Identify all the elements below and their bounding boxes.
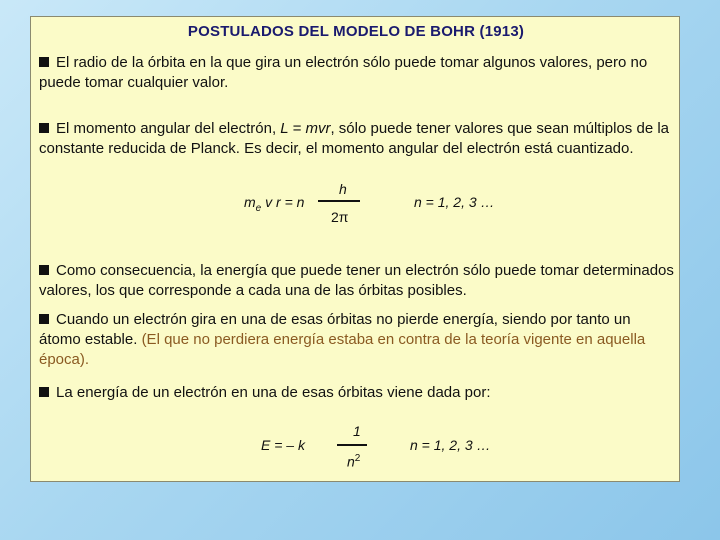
postulate-5	[39, 383, 675, 403]
eq2-fraction-line	[337, 444, 367, 446]
eq2-den-exponent: 2	[354, 453, 361, 464]
eq1-condition: n = 1, 2, 3 …	[414, 194, 495, 210]
postulate-2-pre: El momento angular del electrón,	[56, 120, 281, 137]
angular-momentum-formula: L = mvr	[280, 120, 331, 137]
postulate-1	[39, 53, 675, 93]
eq1-m: m	[244, 194, 256, 210]
square-bullet-icon	[39, 265, 49, 275]
eq2-den-base: n	[347, 453, 355, 470]
eq1-subscript: e	[255, 202, 262, 214]
postulate-4	[39, 310, 675, 370]
postulates-panel	[30, 16, 680, 482]
eq1-numerator: h	[339, 181, 347, 197]
eq1-rest: v r = n	[261, 194, 305, 210]
postulate-4-note: (El que no perdiera energía estaba en contra de la teoría vigente en aquella época).	[39, 331, 646, 368]
postulate-2	[39, 119, 675, 159]
postulate-5-text: La energía de un electrón en una de esas órbitas viene dada por:	[56, 384, 491, 401]
eq2-denominator	[347, 453, 360, 470]
square-bullet-icon	[39, 123, 49, 133]
postulate-1-text: El radio de la órbita en la que gira un electrón sólo puede tomar algunos valores, pero no puede tomar cualquier valor.	[39, 54, 648, 91]
square-bullet-icon	[39, 314, 49, 324]
page-title: POSTULADOS DEL MODELO DE BOHR (1913)	[187, 23, 525, 40]
eq2-condition: n = 1, 2, 3 …	[410, 437, 491, 453]
postulate-3-text: Como consecuencia, la energía que puede tener un electrón sólo puede tomar determinados valores, los que corresponde a cada una de las órbitas posibles.	[39, 262, 674, 299]
postulate-2-post: , sólo puede tener valores que sean múltiplos de la constante reducida de Planck. Es decir, el momento angular del electrón está cuantizado.	[39, 120, 670, 157]
eq2-numerator: 1	[353, 423, 361, 439]
eq1-fraction-line	[318, 200, 360, 202]
eq1-lhs	[244, 194, 304, 214]
square-bullet-icon	[39, 57, 49, 67]
postulate-4-text: Cuando un electrón gira en una de esas órbitas no pierde energía, siendo por tanto un átomo estable.	[39, 311, 631, 348]
postulate-3	[39, 261, 675, 301]
eq1-denominator: 2π	[331, 209, 349, 225]
eq2-lhs: E = – k	[261, 437, 305, 453]
square-bullet-icon	[39, 387, 49, 397]
